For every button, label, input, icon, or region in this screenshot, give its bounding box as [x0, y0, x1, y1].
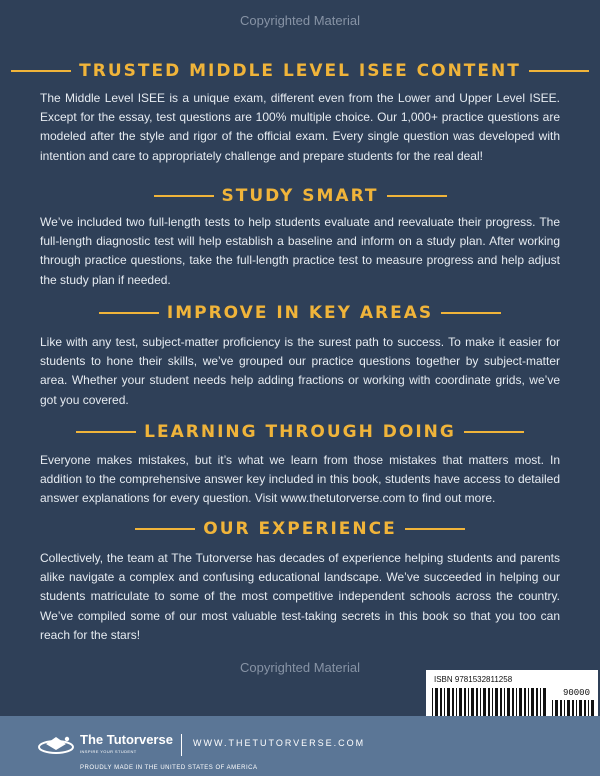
- section-body-improve: Like with any test, subject-matter proficiency is the surest path to success. To make it easier for students to hone their skills, we’ve grouped our practice questions together by subject-matter area. Whether your student needs help adding fractions or working with coordinate grids, we’ve got you covered.: [40, 335, 560, 407]
- heading-rule-right: [464, 431, 524, 433]
- watermark-bottom: Copyrighted Material: [240, 660, 360, 675]
- price-code: 90000: [562, 688, 590, 698]
- watermark-top: Copyrighted Material: [240, 13, 360, 28]
- heading-rule-right: [387, 195, 447, 197]
- heading-rule-right: [405, 528, 465, 530]
- made-in-usa: PROUDLY MADE IN THE UNITED STATES OF AMERICA: [80, 765, 258, 771]
- website-link[interactable]: WWW.THETUTORVERSE.COM: [193, 738, 366, 748]
- footer-bar: [0, 716, 600, 776]
- heading-rule-left: [135, 528, 195, 530]
- heading-rule-left: [154, 195, 214, 197]
- footer-divider: [181, 734, 182, 756]
- brand-name: The Tutorverse: [80, 732, 173, 747]
- section-heading-study-smart: STUDY SMART: [0, 186, 600, 206]
- section-heading-learning: LEARNING THROUGH DOING: [0, 422, 600, 442]
- brand-tagline: INSPIRE YOUR STUDENT: [80, 749, 137, 754]
- section-heading-experience: OUR EXPERIENCE: [0, 519, 600, 539]
- section-body-experience: Collectively, the team at The Tutorverse has decades of experience helping students and parents alike navigate a complex and confusing educational landscape. We’ve succeeded in helping our students matriculate to some of the most competitive independent schools across the country. We’ve compiled some of our most valuable test-taking secrets in this book so that you too can reach for the stars!: [40, 551, 560, 642]
- isbn-label: ISBN 9781532811258: [434, 675, 513, 684]
- tutorverse-logo-icon: [36, 732, 76, 758]
- heading-rule-right: [441, 312, 501, 314]
- section-body-learning: Everyone makes mistakes, but it’s what we learn from those mistakes that matters most. In addition to the comprehensive answer key included in this book, students have access to detailed answer explanations for every question. Visit www.thetutorverse.com to find out more.: [40, 453, 560, 506]
- heading-rule-left: [99, 312, 159, 314]
- section-body-trusted: The Middle Level ISEE is a unique exam, different even from the Lower and Upper Level ISEE. Except for the essay, test questions are 100% multiple choice. Our 1,000+ practice questions are modeled after the style and rigor of the official exam. Every single question was developed with intention and care to appropriately challenge and prepare students for the real deal!: [40, 91, 560, 163]
- section-body-study-smart: We’ve included two full-length tests to help students evaluate and reevaluate their progress. The full-length diagnostic test will help establish a baseline and inform on a study plan. After working through practice questions, take the full-length practice test to measure progress and help adjust the study plan if needed.: [40, 215, 560, 287]
- heading-rule-left: [76, 431, 136, 433]
- heading-rule-left: [11, 70, 71, 72]
- heading-rule-right: [529, 70, 589, 72]
- section-heading-trusted: TRUSTED MIDDLE LEVEL ISEE CONTENT: [0, 61, 600, 81]
- section-heading-improve: IMPROVE IN KEY AREAS: [0, 303, 600, 323]
